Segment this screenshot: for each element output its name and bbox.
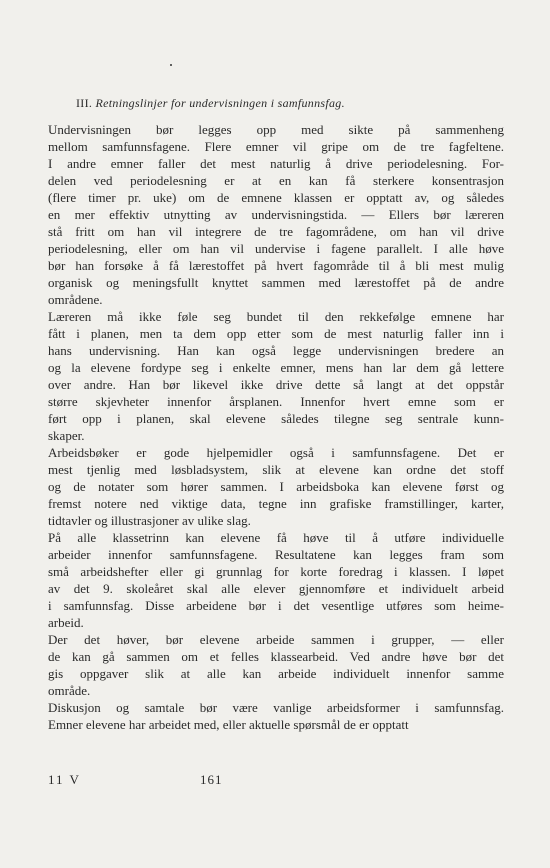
paragraph	[48, 444, 504, 529]
paragraph	[48, 631, 504, 699]
text-line: Diskusjon og samtale bør være vanlige arbeidsformer i samfunnsfag.	[48, 700, 504, 715]
text-line: fått i planen, men ta dem opp etter som de mest naturlig faller inn i	[48, 326, 504, 341]
text-line: hans undervisning. Han kan også legge undervisningen bredere an	[48, 343, 504, 358]
text-line: På alle klassetrinn kan elevene få høve til å utføre individuelle	[48, 530, 504, 545]
text-line: av det 9. skoleåret skal alle elever gjennomføre et individuelt arbeid	[48, 581, 504, 596]
text-line: i samfunnsfag. Disse arbeidene bør i det vesentlige utføres som heime-	[48, 598, 504, 613]
text-line: en mer effektiv utnytting av undervisningstida. — Ellers bør læreren	[48, 207, 504, 222]
text-line: områdene.	[48, 292, 103, 307]
text-line: og la elevene fordype seg i enkelte emner, mens han lar dem gå lettere	[48, 360, 504, 375]
paragraph	[48, 121, 504, 308]
text-line: periodelesning, eller om han vil undervise i fagene parallelt. I alle høve	[48, 241, 504, 256]
text-line: Læreren må ikke føle seg bundet til den rekkefølge emnene har	[48, 309, 504, 324]
text-line: område.	[48, 683, 91, 698]
section-title: Retningslinjer for undervisningen i samfunnsfag.	[95, 96, 345, 110]
text-line: organisk og meningsfullt knyttet sammen med lærestoffet på de andre	[48, 275, 504, 290]
text-line: fremst notere ned viktige data, tegne inn grafiske framstillinger, karter,	[48, 496, 504, 511]
text-line: ført opp i planen, skal elevene således tilegne seg sentrale kunn-	[48, 411, 504, 426]
text-line: større skjevheter innenfor årsplanen. Innenfor hvert emne som er	[48, 394, 504, 409]
text-line: arbeider innenfor samfunnsfagene. Resultatene kan legges fram som	[48, 547, 504, 562]
text-line: mellom samfunnsfagene. Flere emner vil gripe om de tre fagfeltene.	[48, 139, 504, 154]
signature-mark: 11 V	[48, 772, 81, 787]
text-line: stå fritt om han vil integrere de tre fagområdene, om han vil drive	[48, 224, 504, 239]
text-line: gis oppgaver slik at alle kan arbeide individuelt innenfor samme	[48, 666, 504, 681]
text-line: skaper.	[48, 428, 85, 443]
page-number: 161	[200, 772, 223, 787]
body-text	[48, 121, 504, 733]
text-line: mest tjenlig med løsbladsystem, slik at elevene kan ordne det stoff	[48, 462, 504, 477]
section-heading	[76, 96, 345, 111]
text-line: og de notater som hører sammen. I arbeidsboka kan elevene først og	[48, 479, 504, 494]
text-line: Emner elevene har arbeidet med, eller aktuelle spørsmål de er opptatt	[48, 717, 409, 732]
text-line: arbeid.	[48, 615, 84, 630]
text-line: (flere timer pr. uke) om de emnene klassen er opptatt av, og således	[48, 190, 504, 205]
text-line: Arbeidsbøker er gode hjelpemidler også i samfunnsfagene. Det er	[48, 445, 504, 460]
text-line: bør han forsøke å få lærestoffet på hvert fagområde til å bli mest mulig	[48, 258, 504, 273]
paragraph	[48, 529, 504, 631]
text-line: de kan gå sammen om et felles klassearbeid. Ved andre høve bør det	[48, 649, 504, 664]
text-line: tidtavler og illustrasjoner av ulike slag.	[48, 513, 251, 528]
paragraph	[48, 699, 504, 733]
text-line: små arbeidshefter eller gi grunnlag for korte foredrag i klassen. I løpet	[48, 564, 504, 579]
text-line: I andre emner faller det mest naturlig å drive periodelesning. For-	[48, 156, 504, 171]
paragraph	[48, 308, 504, 444]
text-line: over andre. Han bør likevel ikke drive dette så langt at det oppstår	[48, 377, 504, 392]
text-line: Der det høver, bør elevene arbeide sammen i grupper, — eller	[48, 632, 504, 647]
text-line: delen ved periodelesning er at en kan få sterkere konsentrasjon	[48, 173, 504, 188]
page-dot-mark	[170, 64, 172, 66]
section-number: III.	[76, 96, 93, 110]
text-line: Undervisningen bør legges opp med sikte på sammenheng	[48, 122, 504, 137]
